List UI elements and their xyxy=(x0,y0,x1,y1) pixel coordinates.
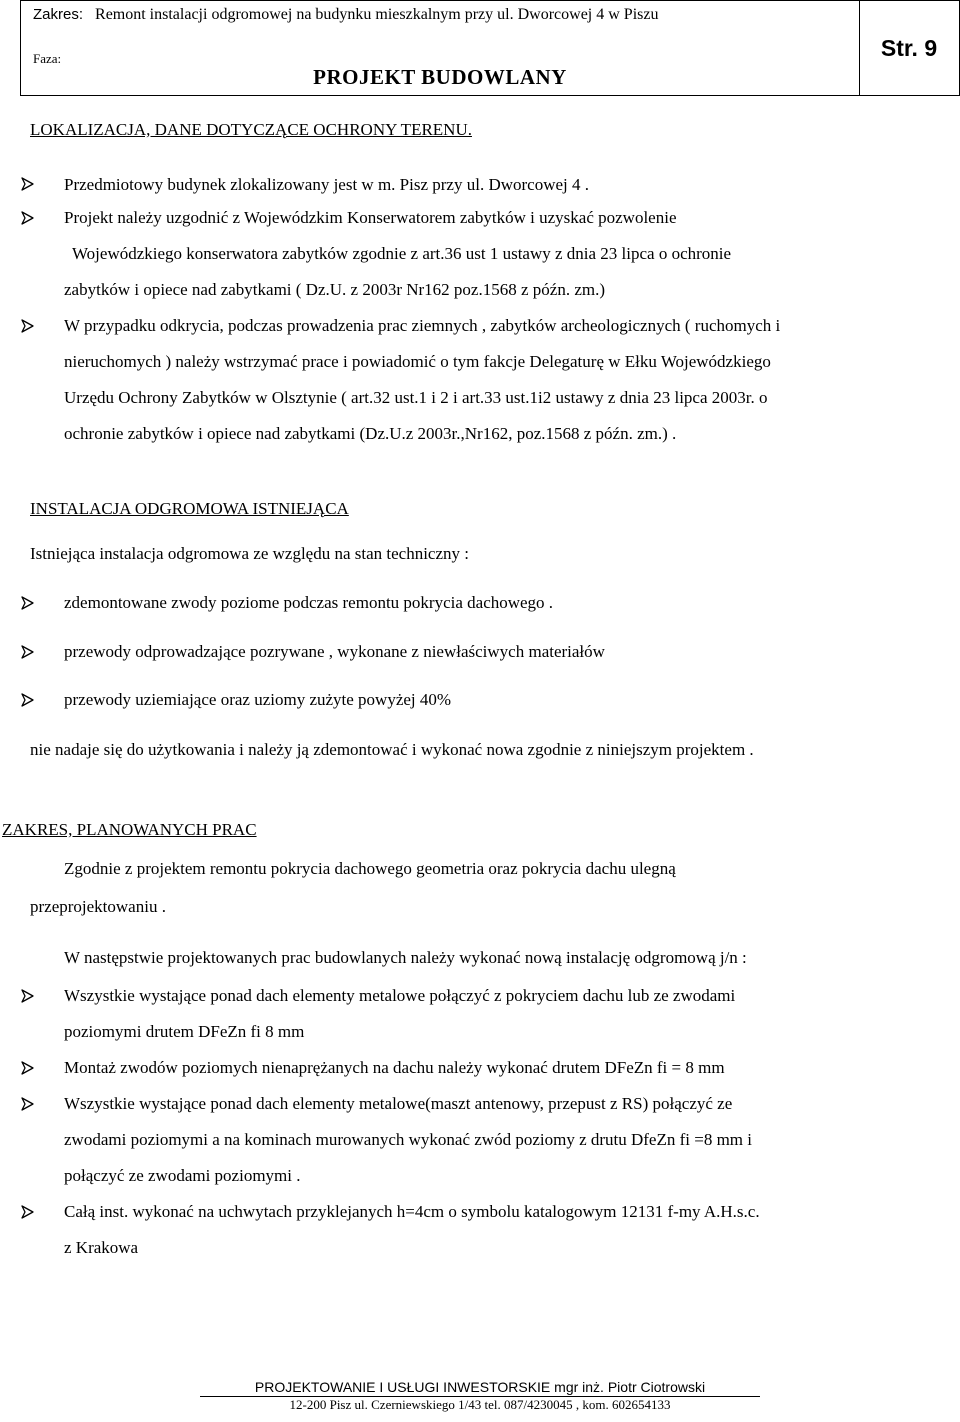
project-title: PROJEKT BUDOWLANY xyxy=(313,65,567,89)
text-line: Istniejąca instalacja odgromowa ze względu na stan techniczny : xyxy=(30,544,469,563)
list-item: Całą inst. wykonać na uchwytach przyklejanych h=4cm o symbolu katalogowym 12131 f-my A.H.s.c. xyxy=(64,1202,760,1221)
header-left-cell xyxy=(21,1,860,95)
faza-label: Faza: xyxy=(33,51,62,66)
list-item: Wszystkie wystające ponad dach elementy metalowe(maszt antenowy, przepust z RS) połączyć ze xyxy=(64,1094,733,1113)
arrow-bullet-icon xyxy=(20,1096,36,1112)
section-heading-zakres: ZAKRES, PLANOWANYCH PRAC xyxy=(2,820,257,839)
section-heading-lokalizacja: LOKALIZACJA, DANE DOTYCZĄCE OCHRONY TERENU. xyxy=(30,120,472,139)
header-zakres xyxy=(33,6,658,24)
zakres-label: Zakres: xyxy=(33,6,84,23)
zakres-text: Remont instalacji odgromowej na budynku mieszkalnym przy ul. Dworcowej 4 w Piszu xyxy=(95,6,659,23)
arrow-bullet-icon xyxy=(20,644,36,660)
list-item: z Krakowa xyxy=(64,1238,139,1257)
footer-address: 12-200 Pisz ul. Czerniewskiego 1/43 tel. 087/4230045 , kom. 602654133 xyxy=(289,1397,671,1412)
footer-company: PROJEKTOWANIE I USŁUGI INWESTORSKIE mgr inż. Piotr Ciotrowski xyxy=(254,1379,706,1395)
text-line: ochronie zabytków i opiece nad zabytkami (Dz.U.z 2003r.,Nr162, poz.1568 z późn. zm.) . xyxy=(64,424,677,443)
arrow-bullet-icon xyxy=(20,210,36,226)
text-line: Projekt należy uzgodnić z Wojewódzkim Konserwatorem zabytków i uzyskać pozwolenie xyxy=(64,208,677,227)
text-line: W następstwie projektowanych prac budowlanych należy wykonać nową instalację odgromową j/n : xyxy=(64,948,747,967)
arrow-bullet-icon xyxy=(20,988,36,1004)
text-line: nie nadaje się do użytkowania i należy ją zdemontować i wykonać nowa zgodnie z niniejszym projektem . xyxy=(30,740,754,759)
list-item: Wszystkie wystające ponad dach elementy metalowe połączyć z pokryciem dachu lub ze zwodami xyxy=(64,986,736,1005)
page-number: Str. 9 xyxy=(880,34,938,61)
list-item: przewody odprowadzające pozrywane , wykonane z niewłaściwych materiałów xyxy=(64,642,605,661)
text-line: Zgodnie z projektem remontu pokrycia dachowego geometria oraz pokrycia dachu ulegną xyxy=(64,859,676,878)
page-header xyxy=(20,0,960,96)
text-line: nieruchomych ) należy wstrzymać prace i powiadomić o tym fakcje Delegaturę w Ełku Wojewódzkiego xyxy=(64,352,771,371)
arrow-bullet-icon xyxy=(20,318,36,334)
text-line: Przedmiotowy budynek zlokalizowany jest w m. Pisz przy ul. Dworcowej 4 . xyxy=(64,175,590,194)
list-item: zdemontowane zwody poziome podczas remontu pokrycia dachowego . xyxy=(64,593,554,612)
arrow-bullet-icon xyxy=(20,176,36,192)
section-heading-instalacja: INSTALACJA ODGROMOWA ISTNIEJĄCA xyxy=(30,499,349,518)
text-line: przeprojektowaniu . xyxy=(30,897,166,916)
list-item: Montaż zwodów poziomych nienaprężanych na dachu należy wykonać drutem DFeZn fi = 8 mm xyxy=(64,1058,725,1077)
list-item: poziomymi drutem DFeZn fi 8 mm xyxy=(64,1022,305,1041)
list-item: połączyć ze zwodami poziomymi . xyxy=(64,1166,301,1185)
text-line: W przypadku odkrycia, podczas prowadzenia prac ziemnych , zabytków archeologicznych ( ruchomych i xyxy=(64,316,781,335)
arrow-bullet-icon xyxy=(20,1204,36,1220)
text-line: zabytków i opiece nad zabytkami ( Dz.U. z 2003r Nr162 poz.1568 z późn. zm.) xyxy=(64,280,605,299)
list-item: przewody uziemiające oraz uziomy zużyte powyżej 40% xyxy=(64,690,452,709)
text-line: Urzędu Ochrony Zabytków w Olsztynie ( art.32 ust.1 i 2 i art.33 ust.1i2 ustawy z dnia 23 lipca 2003r. o xyxy=(64,388,768,407)
arrow-bullet-icon xyxy=(20,692,36,708)
text-line: Wojewódzkiego konserwatora zabytków zgodnie z art.36 ust 1 ustawy z dnia 23 lipca o ochronie xyxy=(72,244,732,263)
list-item: zwodami poziomymi a na kominach murowanych wykonać zwód poziomy z drutu DfeZn fi =8 mm i xyxy=(64,1130,753,1149)
arrow-bullet-icon xyxy=(20,1060,36,1076)
arrow-bullet-icon xyxy=(20,595,36,611)
